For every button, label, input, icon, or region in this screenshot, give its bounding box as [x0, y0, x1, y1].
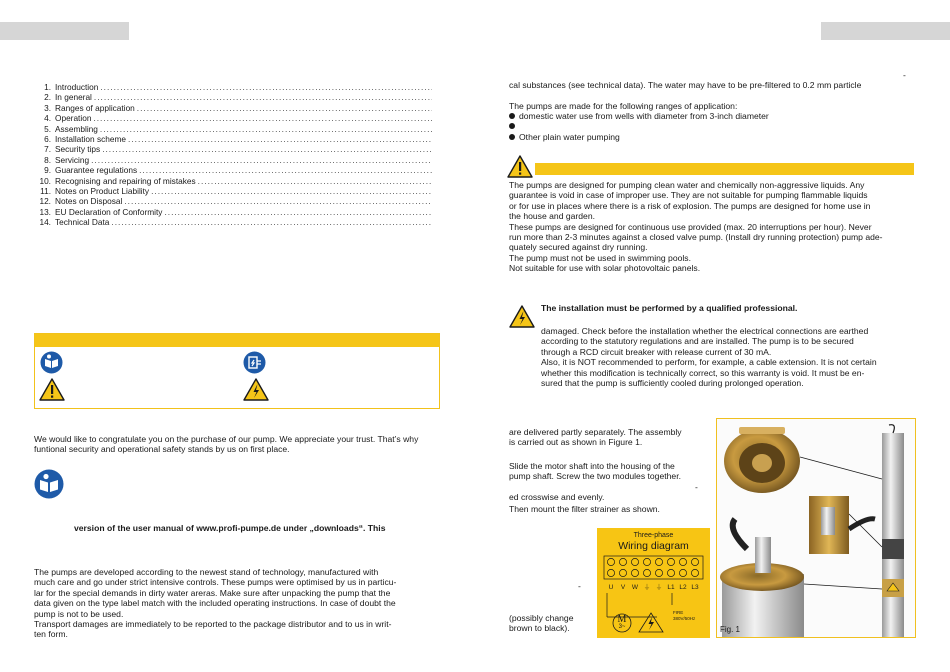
installation-line: whether this modification is technically correct, so this warranty is void. It must be en-: [541, 367, 865, 378]
download-note: version of the user manual of www.profi-pumpe.de under „downloads“. This: [74, 523, 386, 533]
toc-number: 7.: [44, 144, 51, 155]
toc-title: Assembling: [55, 123, 98, 134]
wiring-diagram: [597, 528, 710, 638]
toc-leader: [128, 134, 432, 144]
toc-entry: [34, 196, 432, 206]
crosswise-text: ed crosswise and evenly.: [509, 492, 605, 502]
toc-leader: [137, 103, 432, 113]
figure-label: Fig. 1: [720, 625, 741, 634]
terminal-label: L3: [691, 584, 699, 591]
toc-title: Servicing: [55, 154, 90, 165]
bullet-dot: [509, 134, 515, 140]
toc-entry: [34, 82, 432, 92]
usage-warning-line: quately secured against dry running.: [509, 242, 648, 253]
toc-entry: [34, 176, 432, 186]
slide-line: pump shaft. Screw the two modules together.: [509, 471, 681, 482]
terminal-label: V: [620, 584, 626, 591]
toc-leader: [91, 155, 432, 165]
terminal-label: ⏚: [643, 584, 651, 591]
terminal-label: ⏚: [655, 584, 663, 591]
toc-number: 12.: [39, 196, 51, 207]
bullet-dot: [509, 123, 515, 129]
toc-number: 2.: [44, 92, 51, 103]
assembly-line: is carried out as shown in Figure 1.: [509, 437, 643, 448]
general-warning-icon: [39, 378, 65, 401]
terminal-screw: [679, 558, 686, 565]
hyphen-mark: -: [903, 70, 906, 80]
terminal-screw: [607, 558, 614, 565]
toc-number: 9.: [44, 165, 51, 176]
installation-line: through a RCD circuit breaker with release current of 30 mA.: [541, 346, 772, 357]
general-line: data given on the type label match with the included operating instructions. In case of doubt the: [34, 598, 396, 609]
read-manual-icon: [34, 469, 64, 499]
motor-phase: 3~: [618, 624, 626, 630]
brown-note-line: (possibly change: [509, 613, 574, 623]
read-manual-icon: [40, 351, 63, 374]
usage-warning-line: The pumps are designed for pumping clean water and chemically non-aggressive liquids. Any: [509, 180, 865, 190]
electric-shock-warning-icon: [509, 305, 535, 328]
installation-title: The installation must be performed by a qualified professional.: [541, 303, 798, 313]
general-line: pump is not to be used.: [34, 608, 124, 619]
toc-leader: [93, 113, 432, 123]
terminal-screw: [655, 569, 662, 576]
chemical-substances-line: cal substances (see technical data). The water may have to be pre-filtered to 0.2 mm particle: [509, 80, 862, 90]
toc-number: 3.: [44, 102, 51, 113]
toc-number: 11.: [40, 186, 51, 197]
toc-leader: [111, 217, 432, 227]
symbol-legend: [34, 333, 440, 409]
toc-leader: [100, 82, 432, 92]
filter-text: Then mount the filter strainer as shown.: [509, 504, 660, 514]
header-tab-right: [821, 22, 950, 40]
usage-warning-line: The pump must not be used in swimming pools.: [509, 252, 691, 263]
terminal-screw: [667, 569, 674, 576]
usage-warning-line: the house and garden.: [509, 211, 596, 222]
terminal-screw: [631, 569, 638, 576]
toc-entry: [34, 207, 432, 217]
terminal-screw: [619, 569, 626, 576]
toc-leader: [100, 124, 432, 134]
motor-symbol: M: [617, 614, 627, 625]
usage-warning-line: run more than 2-3 minutes against a closed valve pump. (Install dry running protection) pump ade-: [509, 232, 883, 243]
wiring-schematic: [597, 553, 710, 638]
toc-title: Security tips: [55, 144, 101, 155]
terminal-screw: [667, 558, 674, 565]
terminal-screw: [655, 558, 662, 565]
terminal-label: L2: [679, 584, 687, 591]
usage-warning-line: or for use in places where there is a risk of explosion. The pumps are designed for home use in: [509, 200, 871, 211]
range-bullet-text: Other plain water pumping: [519, 131, 620, 142]
toc-title: Ranges of application: [55, 102, 135, 113]
toc-number: 13.: [39, 206, 51, 217]
general-paragraph: [34, 567, 446, 640]
general-line: lar for the special demands in dirty water areras. Make sure after unpacking the pump that the: [34, 587, 391, 598]
usage-warning-line: guarantee is void in case of improper use. They are not suitable for pumping flammable liquids: [509, 190, 868, 201]
terminal-label: U: [608, 584, 614, 591]
terminal-label: W: [631, 584, 639, 591]
ranges-intro: The pumps are made for the following ranges of application:: [509, 101, 738, 111]
wiring-title: Wiring diagram: [618, 540, 689, 552]
wiring-caption: Three-phase: [633, 532, 674, 539]
range-bullet: [509, 121, 769, 131]
slide-line: Slide the motor shaft into the housing of the: [509, 461, 675, 471]
general-line: much care and go under strict intensive controls. These pumps were optimised by us in particu-: [34, 577, 397, 588]
toc-title: Installation scheme: [55, 134, 127, 145]
toc-leader: [151, 186, 432, 196]
terminal-screw: [643, 558, 650, 565]
bullet-dot: [509, 113, 515, 119]
electrical-connection-icon: [243, 351, 266, 374]
terminal-screw: [607, 569, 614, 576]
terminal-screw: [691, 569, 698, 576]
wiring-spec-line: FIRE: [673, 610, 684, 615]
installation-line: damaged. Check before the installation whether the electrical connections are earthed: [541, 326, 869, 336]
toc-leader: [164, 207, 432, 217]
terminal-screw: [643, 569, 650, 576]
hyphen-mark: -: [695, 482, 698, 492]
toc-number: 14.: [39, 217, 51, 228]
toc-leader: [102, 144, 432, 154]
toc-entry: [34, 144, 432, 154]
brown-note-line: brown to black).: [509, 623, 570, 634]
toc-entry: [34, 92, 432, 102]
toc-title: Recognising and repairing of mistakes: [55, 175, 196, 186]
toc-entry: [34, 217, 432, 227]
electric-shock-warning-icon: [243, 378, 269, 401]
toc-leader: [198, 176, 432, 186]
terminal-screw: [631, 558, 638, 565]
general-line: ten form.: [34, 629, 68, 640]
toc-title: Introduction: [55, 82, 99, 92]
toc-leader: [139, 165, 432, 175]
range-bullet-text: domestic water use from wells with diameter from 3-inch diameter: [519, 111, 769, 121]
toc-title: Notes on Disposal: [55, 196, 123, 207]
range-bullet: [509, 111, 769, 121]
toc-number: 4.: [44, 113, 51, 124]
figure-1-photo: [716, 418, 916, 638]
usage-warning-text: [509, 180, 919, 274]
header-tab-left: [0, 22, 129, 40]
toc-entry: [34, 165, 432, 175]
general-line: The pumps are developed according to the newest stand of technology, manufactured with: [34, 567, 379, 577]
usage-warning-line: Not suitable for use with solar photovoltaic panels.: [509, 263, 701, 274]
assembly-text: [509, 427, 714, 448]
toc-leader: [94, 92, 432, 102]
terminal-label: L1: [667, 584, 675, 591]
toc-entry: [34, 134, 432, 144]
toc-title: Notes on Product Liability: [55, 186, 150, 197]
toc-number: 8.: [44, 154, 51, 165]
wiring-spec-line: 380V/50Hz: [673, 615, 696, 621]
terminal-screw: [619, 558, 626, 565]
toc-entry: [34, 155, 432, 165]
hyphen-mark: -: [578, 581, 581, 591]
toc-title: Technical Data: [55, 217, 110, 228]
toc-entry: [34, 186, 432, 196]
warning-header-bar: [535, 163, 914, 175]
pump-assembly-photo: [717, 419, 916, 638]
installation-line: sured that the pump is sufficiently cooled during prolonged operation.: [541, 378, 804, 389]
toc-title: In general: [55, 92, 92, 103]
toc-title: Guarantee regulations: [55, 165, 138, 176]
table-of-contents: [34, 82, 432, 228]
general-line: Transport damages are immediately to be reported to the package distributor and to us in writ-: [34, 619, 392, 630]
toc-entry: [34, 113, 432, 123]
toc-title: Operation: [55, 113, 92, 124]
slide-text: [509, 461, 714, 482]
toc-entry: [34, 103, 432, 113]
range-bullet: [509, 132, 769, 142]
installation-line: Also, it is NOT recommended to perform, for example, a cable extension. It is not certain: [541, 357, 877, 368]
toc-entry: [34, 124, 432, 134]
toc-number: 6.: [44, 134, 51, 145]
usage-warning-line: These pumps are designed for continuous use provided (max. 20 interruptions per hour). Never: [509, 221, 872, 232]
toc-leader: [124, 196, 432, 206]
symbol-legend-header: [35, 334, 439, 347]
assembly-line: are delivered partly separately. The assembly: [509, 427, 682, 437]
terminal-screw: [679, 569, 686, 576]
installation-line: according to the statutory regulations and are installed. The pump is to be secured: [541, 336, 854, 347]
toc-number: 10.: [39, 175, 51, 186]
intro-paragraph: We would like to congratulate you on the purchase of our pump. We appreciate your trust. That’s why funtional security and operational safety stands by us on first place.: [34, 434, 419, 455]
brown-note: [509, 613, 599, 634]
general-warning-icon: [507, 155, 533, 178]
toc-number: 1.: [44, 82, 51, 92]
terminal-screw: [691, 558, 698, 565]
installation-text: [541, 326, 921, 388]
toc-title: EU Declaration of Conformity: [55, 206, 163, 217]
toc-number: 5.: [44, 123, 51, 134]
ranges-list: [509, 111, 769, 142]
wiring-spec: [673, 610, 695, 621]
